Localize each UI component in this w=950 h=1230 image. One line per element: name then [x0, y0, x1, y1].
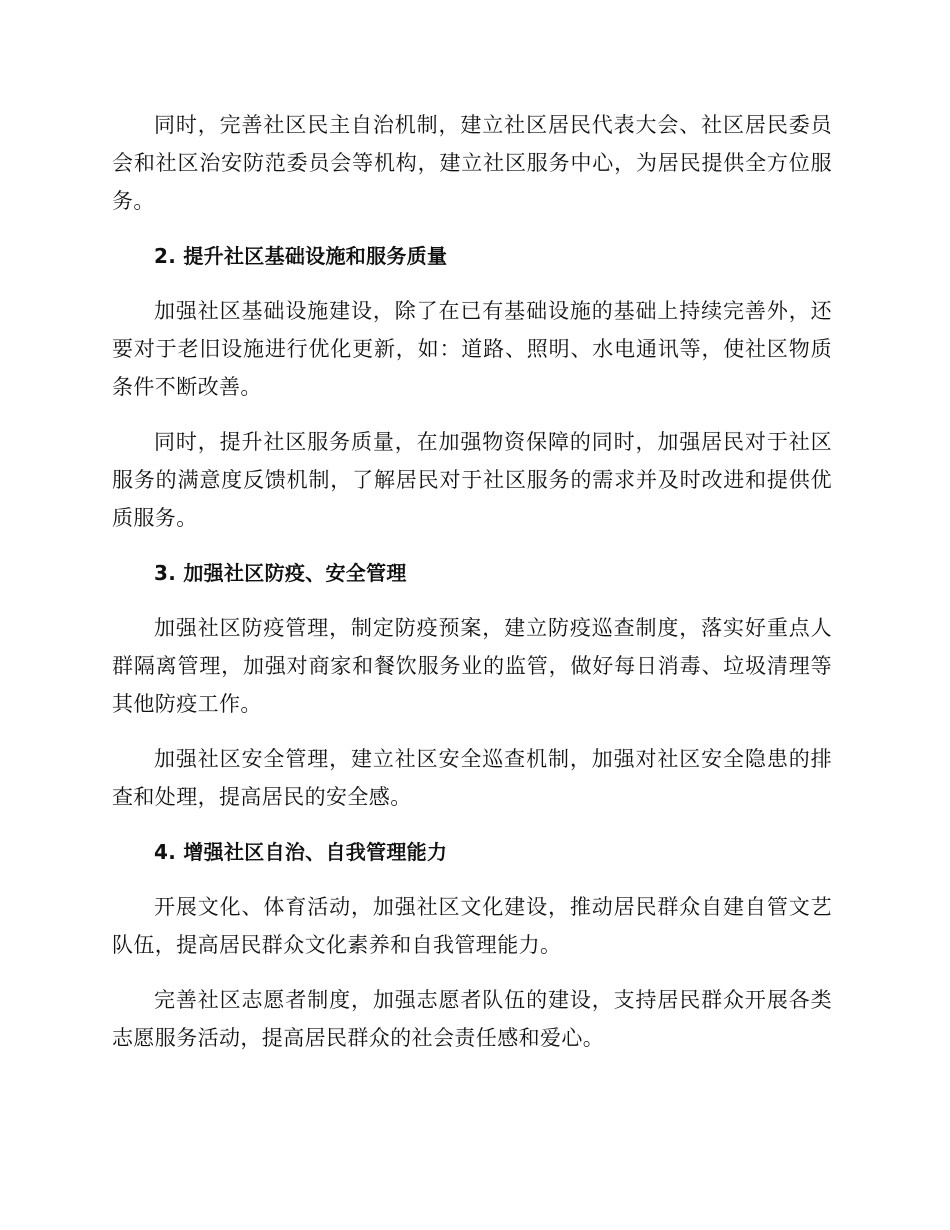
paragraph-volunteers: 完善社区志愿者制度，加强志愿者队伍的建设，支持居民群众开展各类志愿服务活动，提高居民群众的社会责任感和爱心。: [112, 988, 832, 1050]
section-heading-4: 4. 增强社区自治、自我管理能力: [154, 840, 448, 864]
document-page: [112, 106, 832, 1057]
paragraph-infrastructure: 加强社区基础设施建设，除了在已有基础设施的基础上持续完善外，还要对于老旧设施进行优化更新，如：道路、照明、水电通讯等，使社区物质条件不断改善。: [112, 299, 832, 399]
paragraph-service-quality: 同时，提升社区服务质量，在加强物资保障的同时，加强居民对于社区服务的满意度反馈机制，了解居民对于社区服务的需求并及时改进和提供优质服务。: [112, 430, 832, 530]
paragraph-democratic-autonomy: 同时，完善社区民主自治机制，建立社区居民代表大会、社区居民委员会和社区治安防范委员会等机构，建立社区服务中心，为居民提供全方位服务。: [112, 113, 832, 213]
paragraph-safety-management: 加强社区安全管理，建立社区安全巡查机制，加强对社区安全隐患的排查和处理，提高居民的安全感。: [112, 747, 832, 809]
section-heading-3: 3. 加强社区防疫、安全管理: [154, 561, 407, 585]
paragraph-culture-activities: 开展文化、体育活动，加强社区文化建设，推动居民群众自建自管文艺队伍，提高居民群众文化素养和自我管理能力。: [112, 895, 832, 957]
paragraph-epidemic-prevention: 加强社区防疫管理，制定防疫预案，建立防疫巡查制度，落实好重点人群隔离管理，加强对商家和餐饮服务业的监管，做好每日消毒、垃圾清理等其他防疫工作。: [112, 616, 832, 716]
section-heading-2: 2. 提升社区基础设施和服务质量: [154, 244, 448, 268]
